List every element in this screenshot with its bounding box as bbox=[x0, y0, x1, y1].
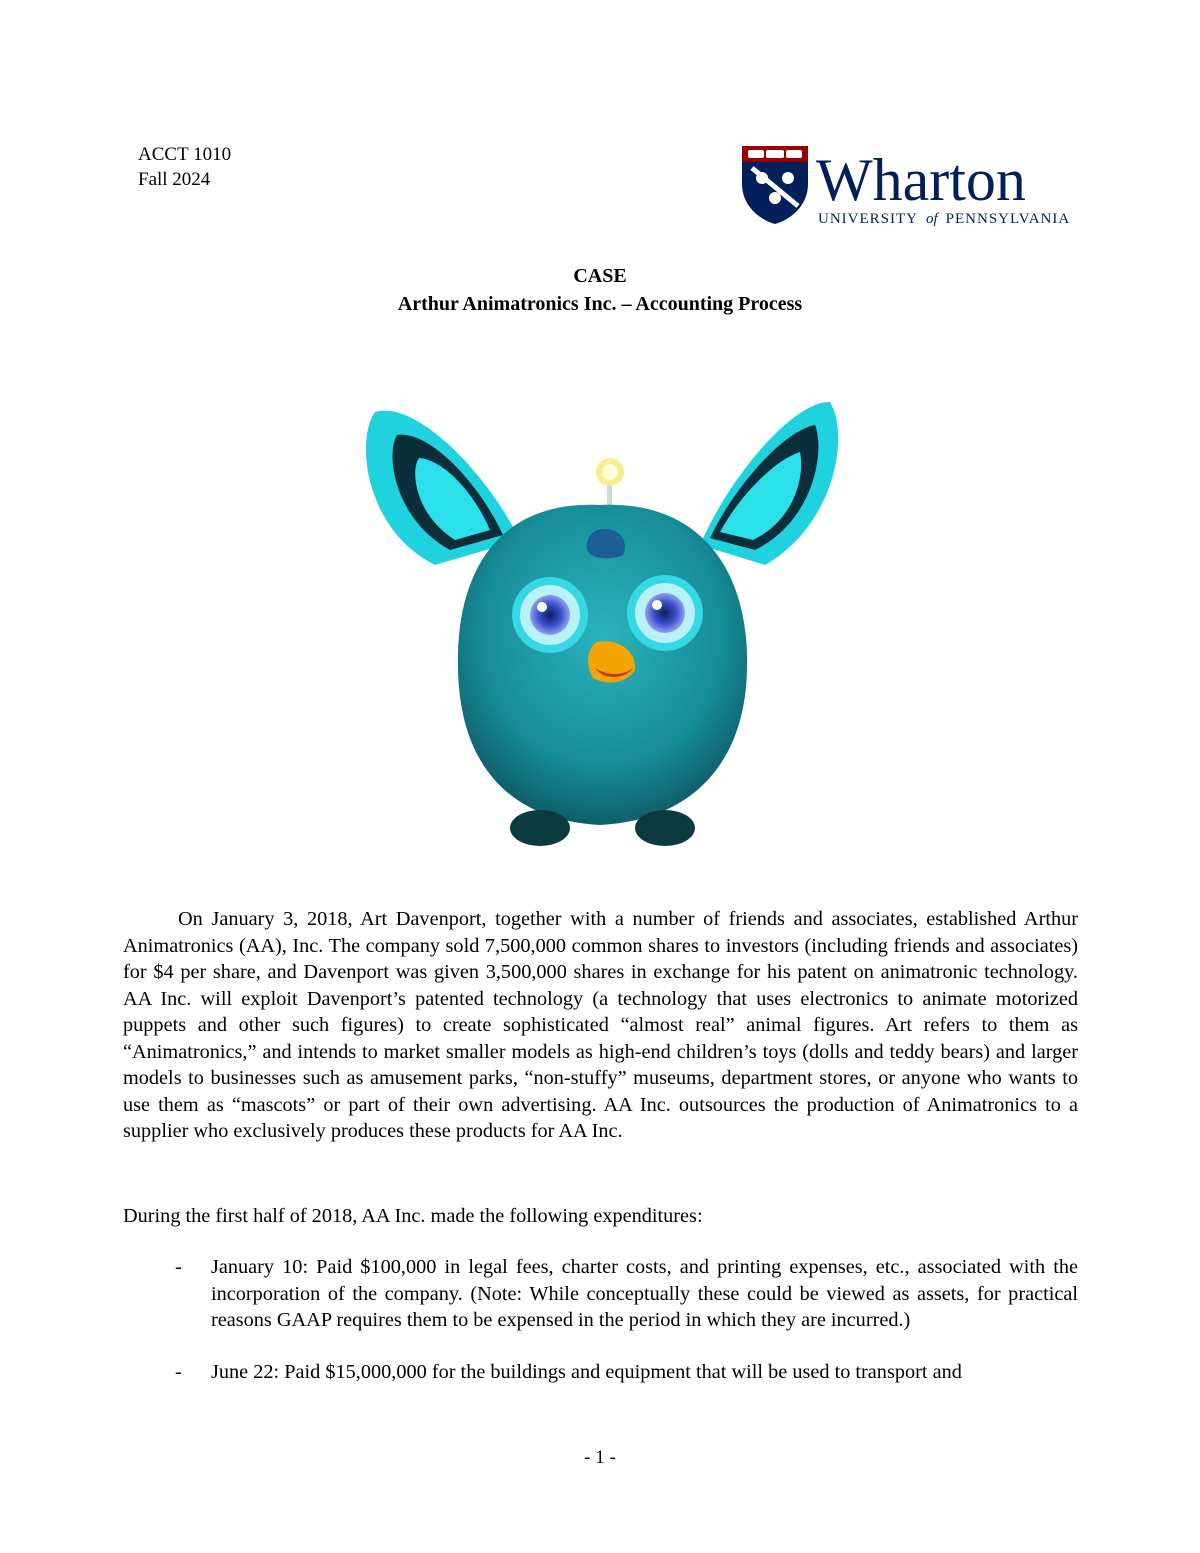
case-name: Arthur Animatronics Inc. – Accounting Process bbox=[397, 293, 803, 315]
right-eye-icon bbox=[627, 575, 703, 651]
left-eye-icon bbox=[512, 577, 588, 653]
expenditure-list bbox=[123, 1254, 1078, 1410]
course-code: ACCT 1010 bbox=[138, 144, 232, 165]
right-ear-icon bbox=[700, 402, 838, 565]
penn-shield-icon bbox=[742, 146, 808, 224]
logo-subtitle: UNIVERSITY of PENNSYLVANIA bbox=[818, 211, 1070, 227]
case-label: CASE bbox=[573, 265, 627, 287]
expenditures-intro: During the first half of 2018, AA Inc. made the following expenditures: bbox=[123, 1205, 703, 1227]
furby-toy-image bbox=[355, 380, 845, 855]
list-dash: - bbox=[175, 1256, 182, 1278]
course-header bbox=[138, 142, 231, 192]
list-item bbox=[123, 1254, 1078, 1334]
list-item-text: June 22: Paid $15,000,000 for the buildings and equipment that will be used to transport and bbox=[211, 1360, 962, 1383]
wharton-logo bbox=[740, 140, 1070, 230]
case-title bbox=[0, 262, 1200, 318]
list-item bbox=[123, 1359, 1078, 1386]
course-term: Fall 2024 bbox=[138, 169, 211, 190]
list-dash: - bbox=[175, 1360, 182, 1383]
list-item-text: January 10: Paid $100,000 in legal fees, charter costs, and printing expenses, etc., associated with the incorporation of the company. (Note: While conceptually these could be viewed as assets, for practical reasons GAAP requires them to be expensed in the period in which they are incurred.) bbox=[211, 1256, 1078, 1331]
intro-paragraph: On January 3, 2018, Art Davenport, together with a number of friends and associates, established Arthur Animatronics (AA), Inc. The company sold 7,500,000 common shares to investors (including friends and associates) for $4 per share, and Davenport was given 3,500,000 shares in exchange for his patent on animatronic technology. AA Inc. will exploit Davenport’s patented technology (a technology that uses electronics to animate motorized puppets and other such figures) to create sophisticated “almost real” animal figures. Art refers to them as “Animatronics,” and intends to market smaller models as high-end children’s toys (dolls and teddy bears) and larger models to businesses such as amusement parks, “non-stuffy” museums, department stores, or anyone who wants to use them as “mascots” or part of their own advertising. AA Inc. outsources the production of Animatronics to a supplier who exclusively produces these products for AA Inc. bbox=[123, 908, 1078, 1142]
logo-wordmark: Wharton bbox=[816, 147, 1026, 213]
page-number: - 1 - bbox=[584, 1447, 616, 1468]
